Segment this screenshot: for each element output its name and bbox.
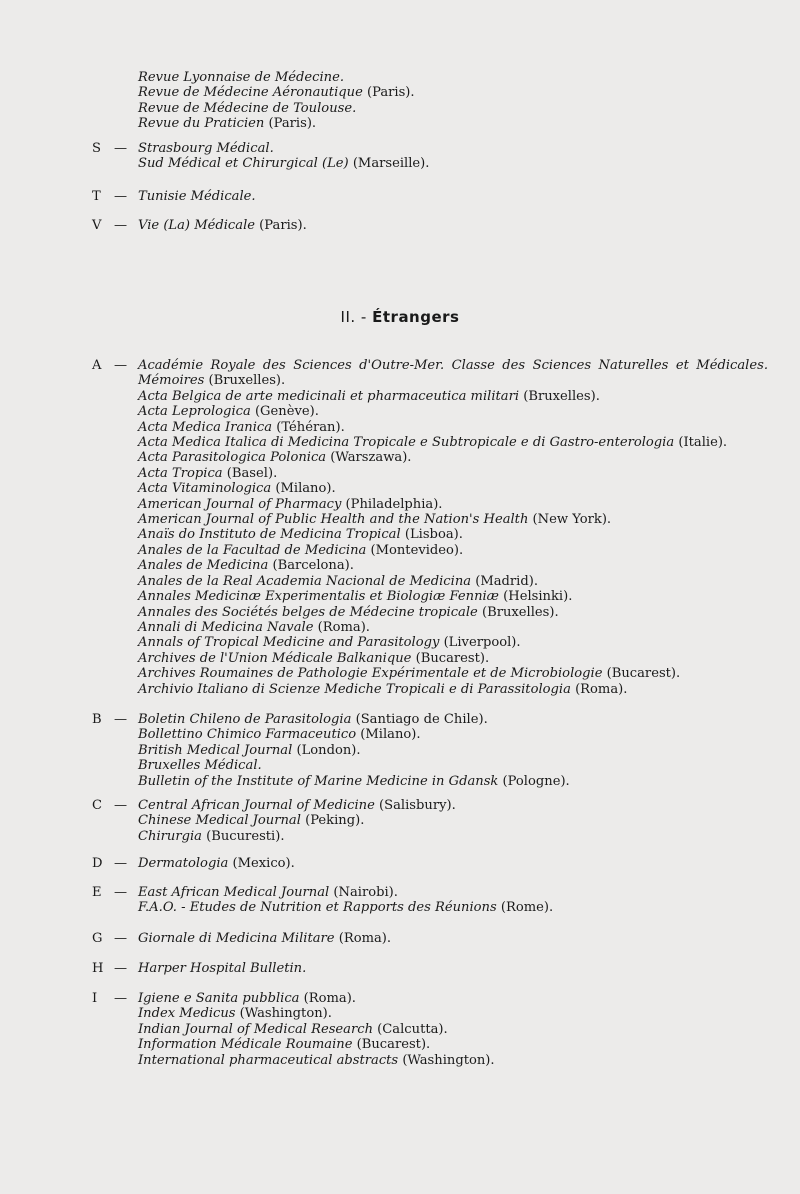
journal-place: (Peking). <box>300 813 365 829</box>
journal-entry <box>88 1053 768 1068</box>
journal-entry <box>88 481 768 496</box>
journal-title: Anaïs do Instituto de Medicina Tropical <box>138 527 401 543</box>
journal-entry <box>88 635 768 650</box>
journal-place: (Helsinki). <box>499 589 573 605</box>
journal-entry <box>88 856 768 871</box>
journal-entry <box>88 991 768 1006</box>
journal-entry <box>88 156 768 171</box>
journal-entry <box>88 1006 768 1021</box>
journal-place: (Pologne). <box>498 773 570 789</box>
journal-place: (New York). <box>528 512 612 528</box>
journal-entry <box>88 116 768 131</box>
journal-place: (Bucarest). <box>352 1037 431 1053</box>
journal-entry <box>88 758 768 773</box>
journal-entry <box>88 651 768 666</box>
journal-title: Acta Medica Iranica <box>138 419 273 435</box>
journal-place: (Bucarest). <box>602 666 681 682</box>
journal-place: (Roma). <box>313 619 370 635</box>
journal-title: Giornale di Medicina Militare <box>138 931 335 946</box>
journal-title: Revue du Praticien <box>138 116 265 132</box>
journal-entry <box>88 712 768 727</box>
journal-title: Bulletin of the Institute of Marine Medicine in Gdansk <box>138 773 499 789</box>
journal-entry <box>88 589 768 604</box>
journal-entry <box>88 435 768 450</box>
index-dash: — <box>114 712 128 727</box>
journal-entry <box>88 404 768 419</box>
journal-title: Indian Journal of Medical Research <box>138 1021 374 1037</box>
journal-title: Tunisie Médicale. <box>138 189 256 204</box>
journal-place: (Roma). <box>299 991 356 1006</box>
journal-entry <box>88 389 768 404</box>
journal-entry <box>88 682 768 697</box>
index-letter: B <box>92 712 102 727</box>
journal-entry <box>88 450 768 465</box>
journal-place: (Bruxelles). <box>204 373 286 389</box>
journal-place: (Liverpool). <box>439 635 521 651</box>
journal-title: British Medical Journal <box>138 742 293 758</box>
journal-entry <box>88 512 768 527</box>
index-letter: V <box>92 218 102 233</box>
index-dash: — <box>114 885 128 900</box>
journal-entry <box>88 931 768 946</box>
index-letter: G <box>92 931 103 946</box>
journal-title: Vie (La) Médicale <box>138 218 256 233</box>
journal-entry <box>88 101 768 116</box>
journal-entry <box>88 70 768 85</box>
journal-place: (London). <box>292 742 361 758</box>
journal-place: (Salisbury). <box>374 798 456 813</box>
index-letter: S <box>92 141 101 156</box>
journal-place: (Bruxelles). <box>477 604 559 620</box>
journal-place: (Marseille). <box>348 156 430 172</box>
letter-group <box>88 218 768 233</box>
index-dash: — <box>114 189 128 204</box>
index-dash: — <box>114 991 128 1006</box>
journal-place: (Rome). <box>496 900 554 916</box>
journal-title: Acta Medica Italica di Medicina Tropicale e Subtropicale e di Gastro-enterologia <box>138 435 675 451</box>
journal-entry <box>88 558 768 573</box>
index-dash: — <box>114 141 128 156</box>
journal-title: Archives Roumaines de Pathologie Expérimentale et de Microbiologie <box>138 666 603 682</box>
index-letter: E <box>92 885 102 900</box>
journal-title: Strasbourg Médical. <box>138 141 274 156</box>
section-title: Étrangers <box>372 308 460 326</box>
journal-title: Igiene e Sanita pubblica <box>138 991 300 1006</box>
journal-entry <box>88 466 768 481</box>
journal-place: (Genève). <box>250 404 319 420</box>
letter-group <box>88 961 768 976</box>
journal-entry <box>88 218 768 233</box>
journal-title: Revue de Médecine Aéronautique <box>138 85 363 101</box>
journal-title: Archivio Italiano di Scienze Mediche Tropicali e di Parassitologia <box>138 681 571 697</box>
journal-place: (Washington). <box>398 1052 495 1068</box>
index-dash: — <box>114 358 128 373</box>
journal-title: East African Medical Journal <box>138 885 330 900</box>
index-letter: C <box>92 798 103 813</box>
index-letter: I <box>92 991 98 1006</box>
journal-title: International pharmaceutical abstracts <box>138 1052 399 1068</box>
journal-entry <box>88 774 768 789</box>
letter-group <box>88 885 768 916</box>
journal-title: American Journal of Pharmacy <box>138 496 342 512</box>
journal-title: Annali di Medicina Navale <box>138 619 314 635</box>
letter-group <box>88 856 768 871</box>
journal-entry <box>88 605 768 620</box>
journal-place: (Santiago de Chile). <box>351 712 488 727</box>
journal-title: Revue de Médecine de Toulouse. <box>138 100 357 116</box>
journal-title: Acta Tropica <box>138 465 223 481</box>
journal-place: (Nairobi). <box>329 885 398 900</box>
journal-title: Anales de Medicina <box>138 558 269 574</box>
journal-place: (Roma). <box>570 681 628 697</box>
journal-entry <box>88 885 768 900</box>
journal-place: (Italie). <box>674 435 728 451</box>
index-letter: D <box>92 856 103 871</box>
journal-title: Anales de la Facultad de Medicina <box>138 542 367 558</box>
journal-title: Acta Vitaminologica <box>138 481 272 497</box>
journal-entry <box>88 900 768 915</box>
journal-place: (Milano). <box>271 481 336 497</box>
journal-title: Anales de la Real Academia Nacional de Medicina <box>138 573 472 589</box>
index-letter: T <box>92 189 101 204</box>
journal-place: (Paris). <box>362 85 415 101</box>
journal-title: Bollettino Chimico Farmaceutico <box>138 727 357 743</box>
journal-entry <box>88 358 768 389</box>
journal-entry <box>88 527 768 542</box>
journal-title: Chinese Medical Journal <box>138 813 301 829</box>
journal-entry <box>88 620 768 635</box>
journal-entry <box>88 543 768 558</box>
journal-entry <box>88 574 768 589</box>
journal-entry <box>88 813 768 828</box>
journal-place: (Lisboa). <box>400 527 463 543</box>
section-number: II. <box>340 308 356 326</box>
journal-title: Sud Médical et Chirurgical (Le) <box>138 156 349 172</box>
journal-title: Bruxelles Médical. <box>138 758 262 774</box>
index-dash: — <box>114 961 128 976</box>
journal-entry <box>88 743 768 758</box>
journal-place: (Bucarest). <box>411 650 490 666</box>
journal-entry <box>88 189 768 204</box>
letter-group <box>88 798 768 844</box>
letter-group <box>88 991 768 1068</box>
journal-title: Acta Leprologica <box>138 404 251 420</box>
journal-place: (Barcelona). <box>268 558 354 574</box>
journal-title: F.A.O. - Etudes de Nutrition et Rapports des Réunions <box>138 900 497 916</box>
letter-group <box>88 358 768 697</box>
journal-entry <box>88 85 768 100</box>
letter-group <box>88 712 768 789</box>
letter-group <box>88 141 768 172</box>
journal-place: (Washington). <box>235 1006 332 1022</box>
journal-place: (Bucuresti). <box>201 828 285 844</box>
section-separator: - <box>360 308 367 326</box>
section-heading <box>0 308 800 326</box>
index-letter: H <box>92 961 104 976</box>
journal-entry <box>88 829 768 844</box>
journal-place: (Warszawa). <box>326 450 412 466</box>
journal-title: Revue Lyonnaise de Médecine. <box>138 70 345 85</box>
journal-title: American Journal of Public Health and the Nation's Health <box>138 512 529 528</box>
journal-entry <box>88 141 768 156</box>
journal-title: Acta Belgica de arte medicinali et pharmaceutica militari <box>138 388 520 404</box>
journal-title: Chirurgia <box>138 828 202 844</box>
journal-title: Boletin Chileno de Parasitologia <box>138 712 352 727</box>
journal-entry <box>88 1037 768 1052</box>
journal-entry <box>88 420 768 435</box>
journal-title: Annales des Sociétés belges de Médecine tropicale <box>138 604 478 620</box>
journal-entry <box>88 961 768 976</box>
journal-title: Acta Parasitologica Polonica <box>138 450 327 466</box>
journal-place: (Mexico). <box>228 856 295 871</box>
journal-place: (Milano). <box>356 727 421 743</box>
index-dash: — <box>114 218 128 233</box>
journal-title: Index Medicus <box>138 1006 236 1022</box>
journal-place: (Paris). <box>255 218 307 233</box>
journal-place: (Basel). <box>222 465 278 481</box>
journal-entry <box>88 798 768 813</box>
journal-title: Archives de l'Union Médicale Balkanique <box>138 650 412 666</box>
journal-title: Annals of Tropical Medicine and Parasitology <box>138 635 440 651</box>
journal-entry <box>88 666 768 681</box>
journal-entry <box>88 727 768 742</box>
journal-title: Information Médicale Roumaine <box>138 1037 353 1053</box>
letter-group <box>88 189 768 204</box>
journal-title: Annales Medicinæ Experimentalis et Biologiæ Fenniæ <box>138 589 499 605</box>
journal-place: (Philadelphia). <box>341 496 443 512</box>
index-letter: A <box>92 358 102 373</box>
index-dash: — <box>114 856 128 871</box>
index-dash: — <box>114 931 128 946</box>
journal-place: (Montevideo). <box>366 542 464 558</box>
journal-title: Dermatologia <box>138 856 229 871</box>
journal-place: (Paris). <box>264 116 317 132</box>
journal-entry <box>88 1022 768 1037</box>
journal-place: (Bruxelles). <box>519 388 600 404</box>
journal-title: Harper Hospital Bulletin. <box>138 961 307 976</box>
journal-place: (Madrid). <box>471 573 539 589</box>
journal-place: (Roma). <box>334 931 392 946</box>
letter-group <box>88 931 768 946</box>
journal-title: Central African Journal of Medicine <box>138 798 375 813</box>
letter-group <box>88 70 768 132</box>
journal-entry <box>88 497 768 512</box>
index-dash: — <box>114 798 128 813</box>
journal-place: (Calcutta). <box>373 1021 448 1037</box>
journal-title: Académie Royale des Sciences d'Outre-Mer. Classe des Sciences Naturelles et Médicales. Mémoires <box>138 358 768 389</box>
journal-place: (Téhéran). <box>272 419 345 435</box>
